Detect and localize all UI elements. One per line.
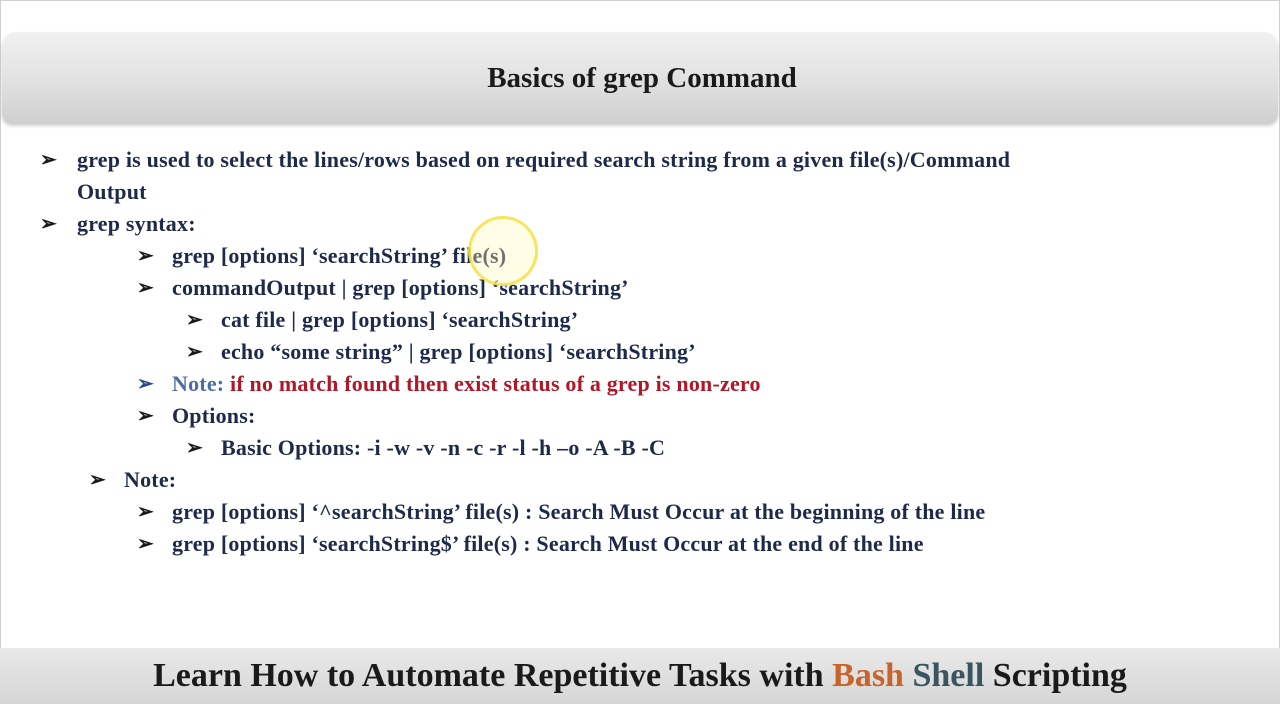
bullet-text: Options:	[172, 403, 256, 428]
note-message: if no match found then exist status of a grep is non-zero	[230, 371, 761, 396]
footer-text	[153, 657, 1127, 695]
slide-title: Basics of grep Command	[487, 61, 797, 94]
bullet-text: grep [options] ‘searchString$’ file(s) : Search Must Occur at the end of the line	[172, 531, 924, 556]
arrow-bullet-icon: ➢	[186, 341, 203, 363]
arrow-bullet-icon: ➢	[40, 149, 57, 171]
bottom-strip	[0, 704, 1280, 720]
footer-part1: Learn How to Automate Repetitive Tasks with	[153, 657, 833, 694]
bullet-text: grep [options] ‘^searchString’ file(s) : Search Must Occur at the beginning of the line	[172, 499, 986, 524]
bullet-text: cat file | grep [options] ‘searchString’	[221, 307, 579, 332]
bullet-text: commandOutput | grep [options] ‘searchString’	[172, 275, 629, 300]
arrow-bullet-icon: ➢	[137, 501, 154, 523]
arrow-bullet-icon: ➢	[137, 373, 154, 395]
title-bar	[2, 32, 1278, 124]
bullet-text: Output	[77, 179, 147, 204]
bullet-text: Basic Options: -i -w -v -n -c -r -l -h –o -A -B -C	[221, 435, 666, 460]
bullet-text: grep syntax:	[77, 211, 196, 236]
bullet-text: echo “some string” | grep [options] ‘searchString’	[221, 339, 696, 364]
bullet-text: Note:	[124, 467, 177, 492]
bullet-text: grep is used to select the lines/rows based on required search string from a given file(s)/Command	[77, 147, 1011, 172]
note-text	[172, 368, 761, 400]
bullet-text: grep [options] ‘searchString’ file(s)	[172, 243, 507, 268]
slide-content	[0, 140, 1280, 580]
footer-banner	[0, 648, 1280, 704]
arrow-bullet-icon: ➢	[137, 245, 154, 267]
arrow-bullet-icon: ➢	[137, 405, 154, 427]
note-label: Note:	[172, 371, 225, 396]
arrow-bullet-icon: ➢	[89, 469, 106, 491]
cursor-highlight-icon	[468, 216, 538, 286]
arrow-bullet-icon: ➢	[186, 309, 203, 331]
footer-part2: Scripting	[984, 657, 1127, 694]
footer-shell: Shell	[912, 657, 985, 694]
footer-bash: Bash	[832, 657, 904, 694]
arrow-bullet-icon: ➢	[137, 533, 154, 555]
arrow-bullet-icon: ➢	[137, 277, 154, 299]
arrow-bullet-icon: ➢	[186, 437, 203, 459]
arrow-bullet-icon: ➢	[40, 213, 57, 235]
